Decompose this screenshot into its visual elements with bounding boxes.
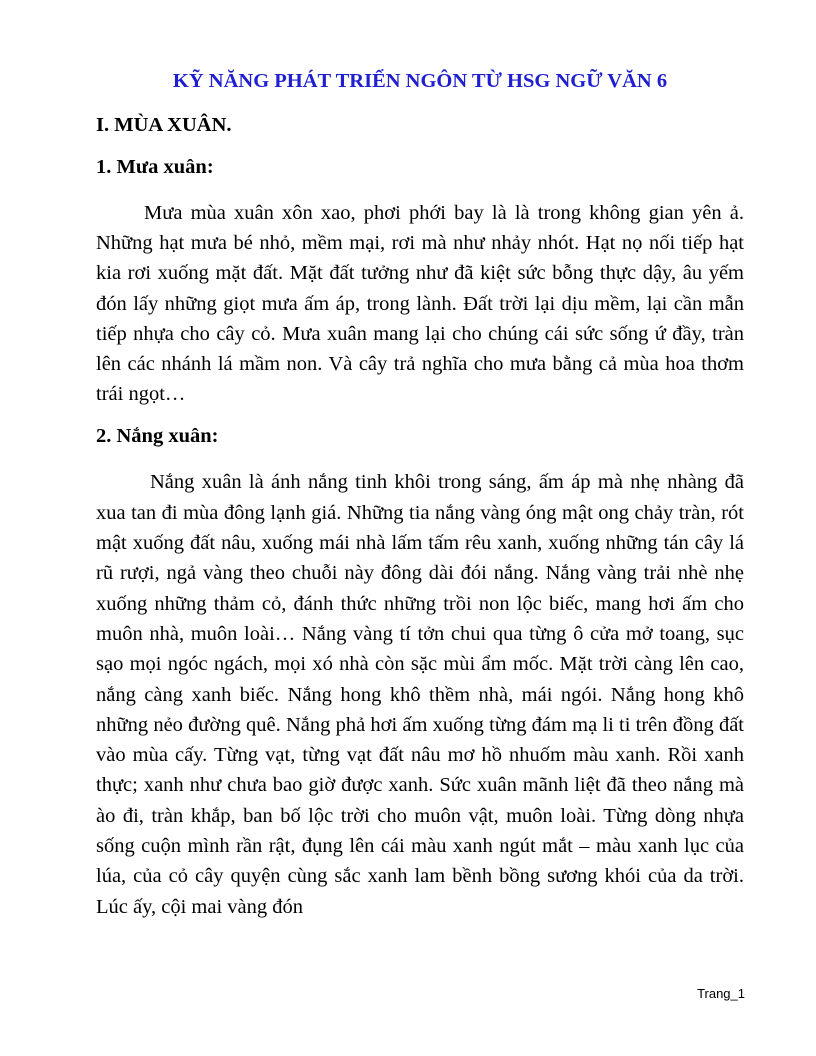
paragraph-sunshine: Nắng xuân là ánh nắng tinh khôi trong sáng, ấm áp mà nhẹ nhàng đã xua tan đi mùa đông lạnh giá. Những tia nắng vàng óng mật ong chảy tràn, rót mật xuống đất nâu, xuống mái nhà lấm tấm rêu xanh, xuống những tán cây lá rũ rượi, ngả vàng theo chuỗi này đông dài đói nắng. Nắng vàng trải nhè nhẹ xuống những thảm cỏ, đánh thức những trồi non lộc biếc, mang hơi ấm cho muôn nhà, muôn loài… Nắng vàng tí tởn chui qua từng ô cửa mở toang, sục sạo mọi ngóc ngách, mọi xó nhà còn sặc mùi ẩm mốc. Mặt trời càng lên cao, nắng càng xanh biếc. Nắng hong khô thềm nhà, mái ngói. Nắng hong khô những nẻo đường quê. Nắng phả hơi ấm xuống từng đám mạ li ti trên đồng đất vào mùa cấy. Từng vạt, từng vạt đất nâu mơ hồ nhuốm màu xanh. Rồi xanh thực; xanh như chưa bao giờ được xanh. Sức xuân mãnh liệt đã theo nắng mà ào đi, tràn khắp, ban bố lộc trời cho muôn vật, muôn loài. Từng dòng nhựa sống cuộn mình rần rật, đụng lên cái màu xanh ngút mắt – màu xanh lục của lúa, của cỏ cây quyện cùng sắc xanh lam bềnh bồng sương khói của da trời. Lúc ấy, cội mai vàng đón — [96, 471, 744, 918]
document-page — [96, 64, 744, 922]
paragraph-rain: Mưa mùa xuân xôn xao, phơi phới bay là là trong không gian yên ả. Những hạt mưa bé nhỏ, mềm mại, rơi mà như nhảy nhót. Hạt nọ nối tiếp hạt kia rơi xuống mặt đất. Mặt đất tưởng như đã kiệt sức bỗng thực dậy, âu yếm đón lấy những giọt mưa ấm áp, trong lành. Đất trời lại dịu mềm, lại cần mẫn tiếp nhựa cho cây cỏ. Mưa xuân mang lại cho chúng cái sức sống ứ đầy, tràn lên các nhánh lá mầm non. Và cây trả nghĩa cho mưa bằng cả mùa hoa thơm trái ngọt… — [96, 202, 744, 406]
subsection-heading-rain: 1. Mưa xuân: — [96, 156, 214, 178]
section-heading: I. MÙA XUÂN. — [96, 114, 232, 136]
document-title: KỸ NĂNG PHÁT TRIỂN NGÔN TỪ HSG NGỮ VĂN 6 — [172, 70, 668, 92]
page-number-footer: Trang_1 — [697, 986, 745, 1001]
subsection-heading-sunshine: 2. Nắng xuân: — [96, 425, 219, 448]
